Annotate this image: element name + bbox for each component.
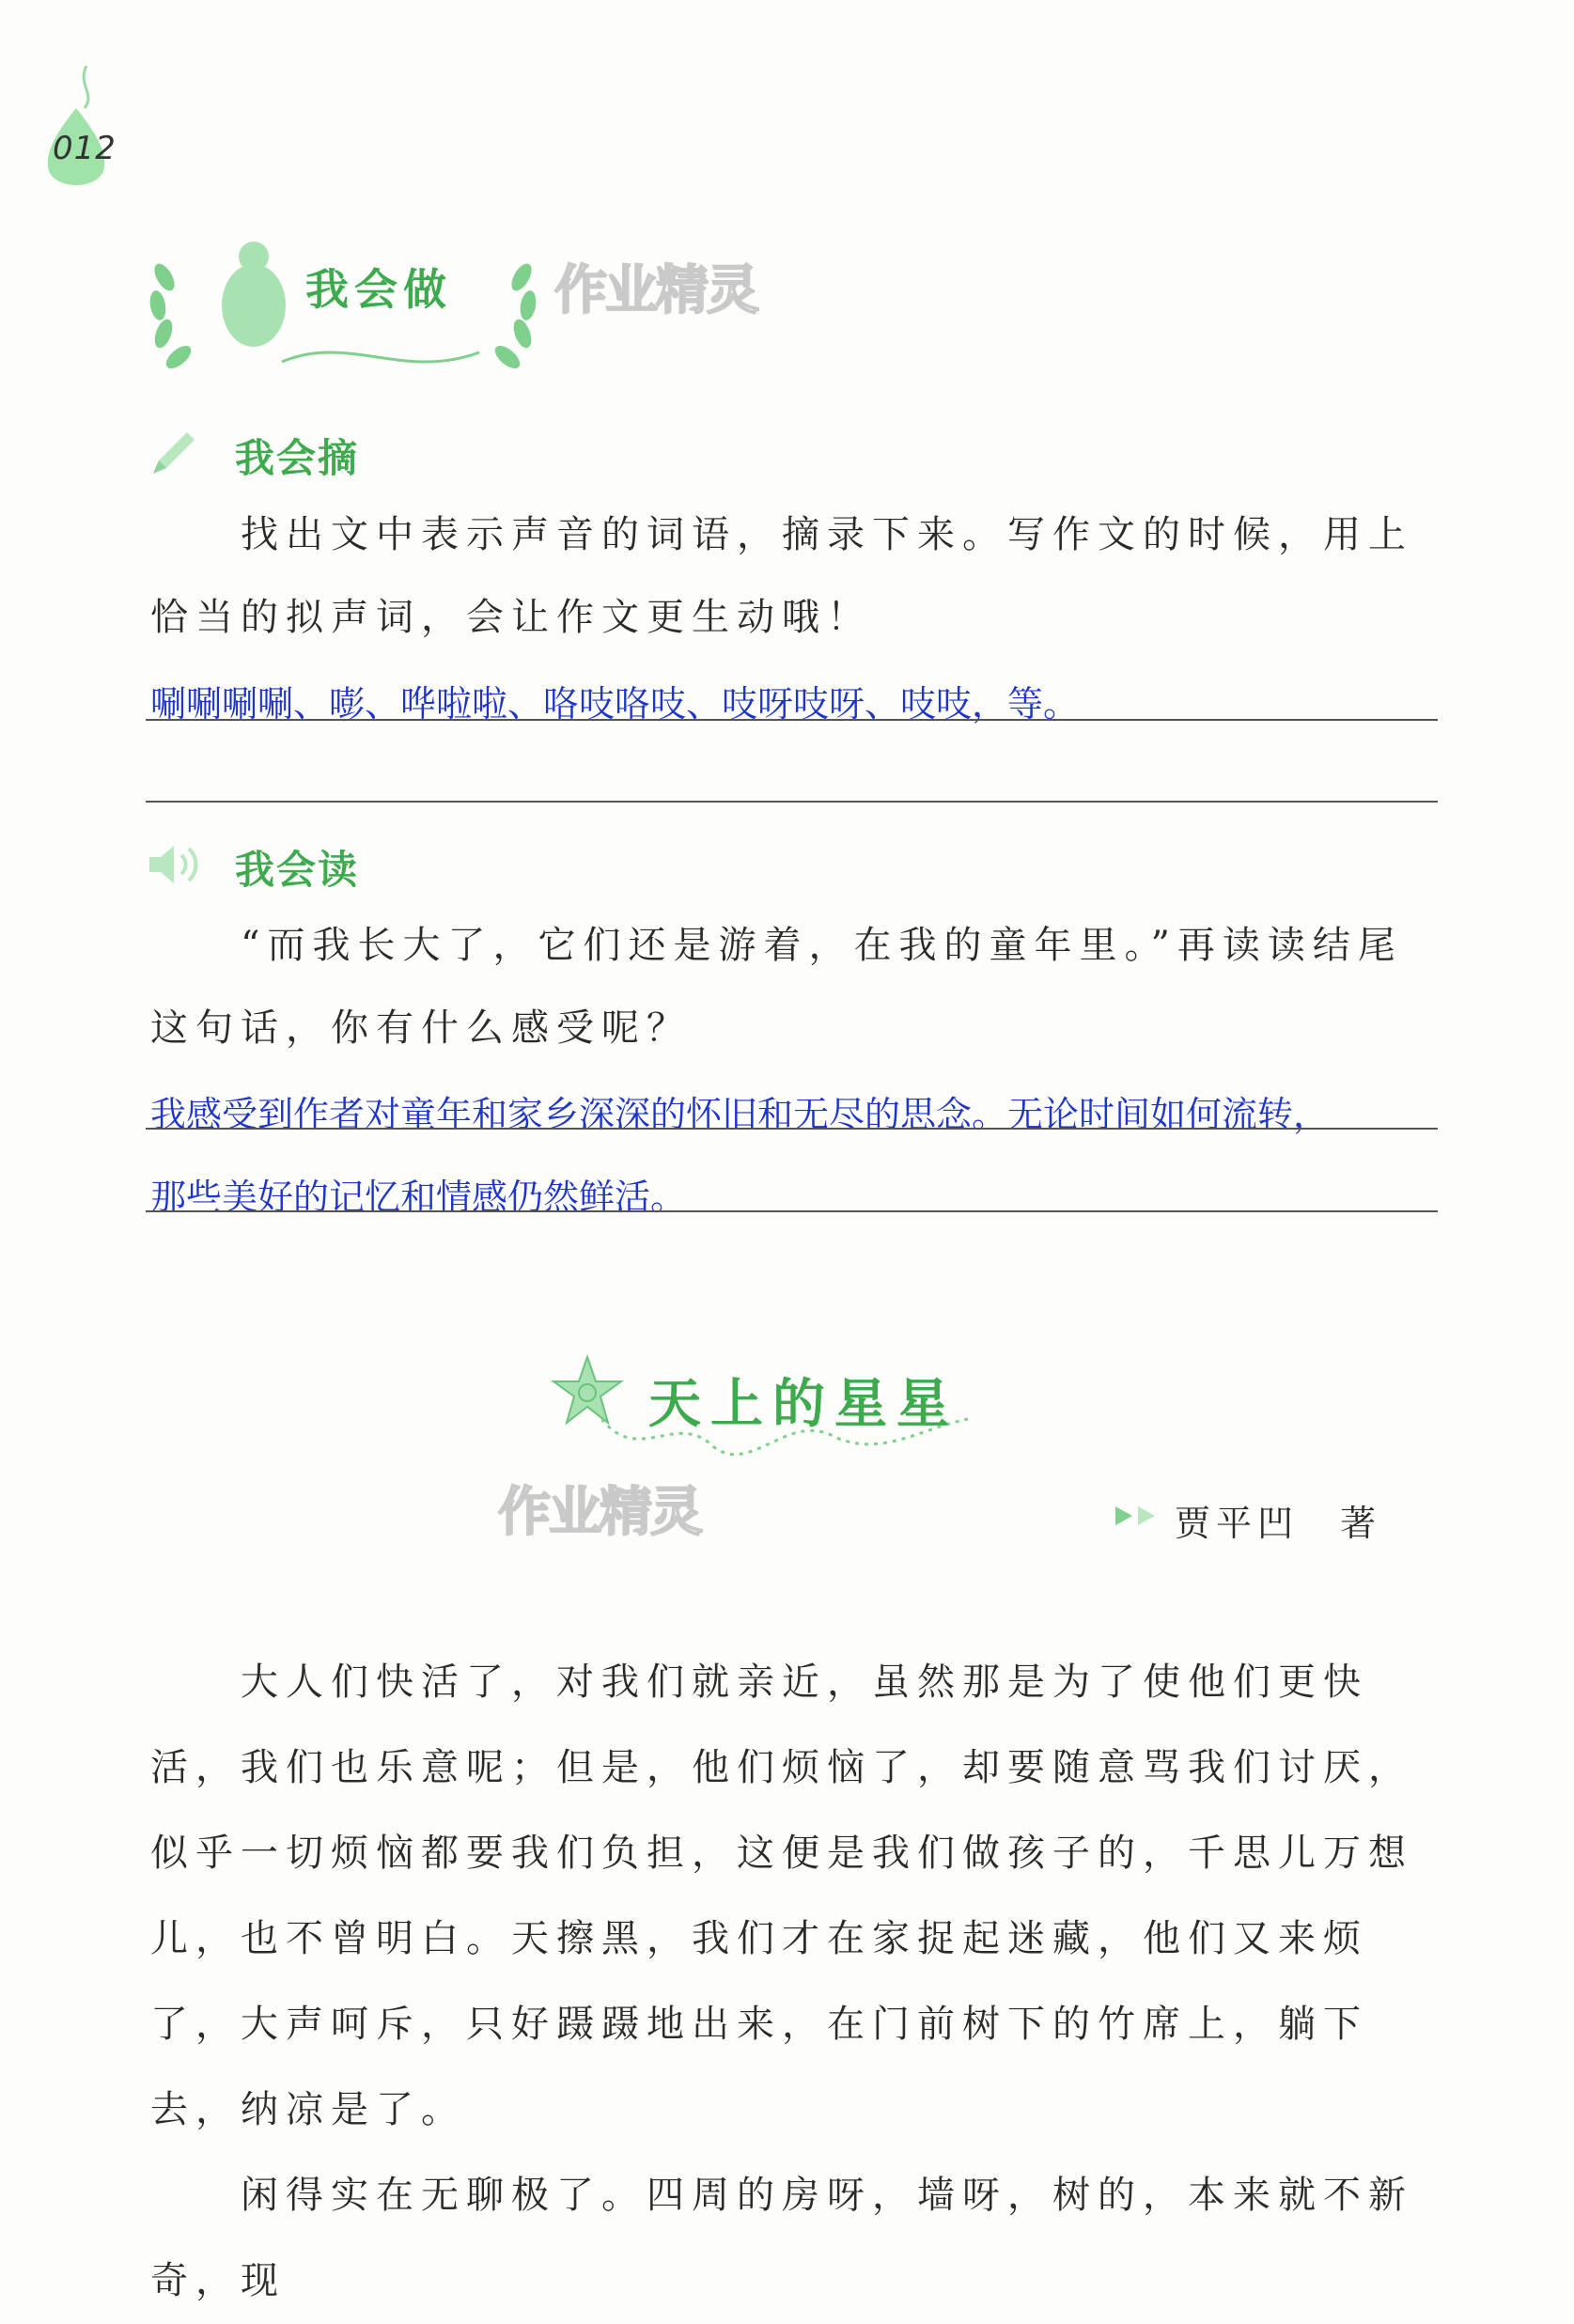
section-title: 我会做	[305, 264, 452, 315]
speaker-icon	[146, 841, 211, 888]
story-title: 天上的星星	[648, 1374, 958, 1435]
watermark-top: 作业精灵	[554, 260, 757, 321]
story-paragraph: 闲得实在无聊极了。四周的房呀，墙呀，树的，本来就不新奇，现	[150, 2174, 1413, 2302]
reading-answer-line1: 我感受到作者对童年和家乡深深的怀旧和无尽的思念。无论时间如何流转，	[150, 1094, 1330, 1135]
answer-line	[146, 801, 1438, 803]
reading-answer-line2: 那些美好的记忆和情感仍然鲜活。	[150, 1177, 687, 1218]
watermark-story: 作业精灵	[498, 1482, 701, 1543]
reading-heading: 我会读	[235, 847, 360, 893]
page-number-drop-icon	[39, 66, 113, 188]
story-body	[150, 1640, 1438, 2324]
answer-line	[146, 1210, 1438, 1212]
pencil-icon	[146, 425, 202, 481]
excerpt-heading: 我会摘	[235, 435, 360, 481]
story-paragraph: 大人们快活了，对我们就亲近，虽然那是为了使他们更快活，我们也乐意呢；但是，他们烦恼了，却要随意骂我们讨厌，似乎一切烦恼都要我们负担，这便是我们做孩子的，千思儿万想儿，也不曾明白。天擦黑，我们才在家捉起迷藏，他们又来烦了，大声呵斥，只好蹑蹑地出来，在门前树下的竹席上，躺下去，纳凉是了。	[150, 1661, 1413, 2131]
reading-prompt: “而我长大了，它们还是游着，在我的童年里。”再读读结尾这句话，你有什么感受呢？	[150, 924, 1403, 1050]
story-author: 贾平凹 著	[1175, 1503, 1382, 1544]
answer-line	[146, 1128, 1438, 1130]
excerpt-prompt: 找出文中表示声音的词语，摘录下来。写作文的时候，用上恰当的拟声词，会让作文更生动哦！	[150, 513, 1413, 639]
answer-line	[146, 719, 1438, 721]
excerpt-answer: 唰唰唰唰、嘭、哗啦啦、咯吱咯吱、吱呀吱呀、吱吱，等。	[150, 683, 1080, 725]
arrow-icon	[1114, 1504, 1165, 1528]
page-number: 012	[53, 130, 117, 167]
